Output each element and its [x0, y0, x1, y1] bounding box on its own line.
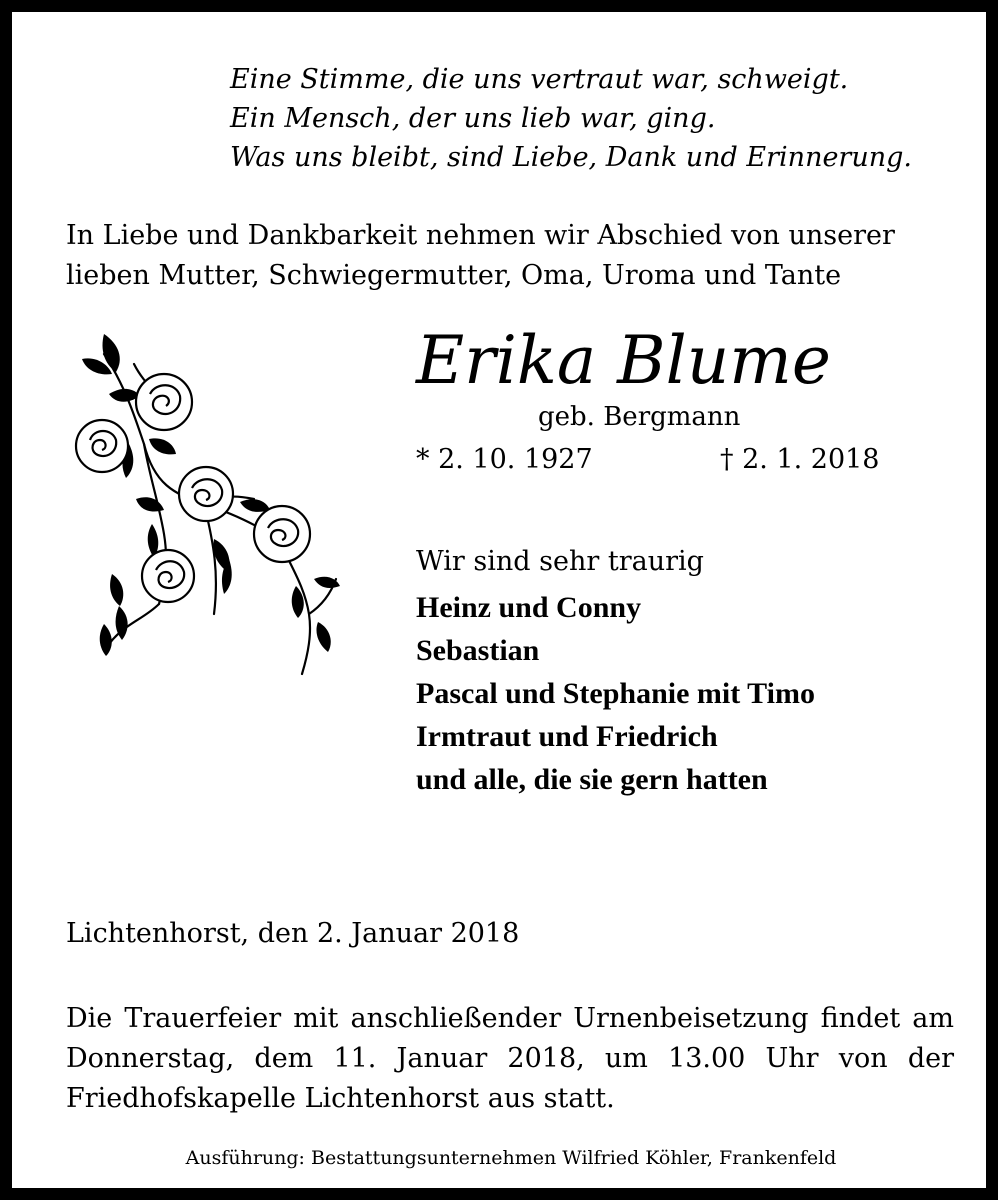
roses-icon [64, 324, 354, 684]
funeral-home-credit: Ausführung: Bestattungsunternehmen Wilfried Köhler, Frankenfeld [185, 1147, 837, 1169]
poem-line: Was uns bleibt, sind Liebe, Dank und Erinnerung. [230, 142, 912, 173]
maiden-name: geb. Bergmann [538, 402, 741, 432]
poem [230, 60, 912, 177]
poem-line: Ein Mensch, der uns lieb war, ging. [230, 103, 716, 134]
mourner-name: Heinz und Conny [416, 591, 642, 624]
mourner-name: Pascal und Stephanie mit Timo [416, 677, 815, 710]
mourner-name: Irmtraut und Friedrich [416, 720, 718, 753]
intro-line: In Liebe und Dankbarkeit nehmen wir Abschied von unserer [66, 220, 895, 251]
birth-date: * 2. 10. 1927 [416, 444, 593, 475]
ceremony-info: Die Trauerfeier mit anschließender Urnenbeisetzung findet am Donnerstag, dem 11. Januar 2018, um 13.00 Uhr von der Friedhofskapelle Lichtenhorst aus statt. [66, 1003, 954, 1114]
death-date: † 2. 1. 2018 [720, 444, 880, 475]
poem-line: Eine Stimme, die uns vertraut war, schweigt. [230, 64, 849, 95]
mourners-list [416, 586, 815, 801]
mourner-name: Sebastian [416, 634, 540, 667]
intro-line: lieben Mutter, Schwiegermutter, Oma, Uroma und Tante [66, 260, 842, 291]
mourner-name: und alle, die sie gern hatten [416, 763, 768, 796]
deceased-name: Erika Blume [416, 322, 831, 399]
intro-text [66, 216, 895, 296]
mourners-intro: Wir sind sehr traurig [416, 546, 704, 577]
place-date: Lichtenhorst, den 2. Januar 2018 [66, 918, 520, 949]
